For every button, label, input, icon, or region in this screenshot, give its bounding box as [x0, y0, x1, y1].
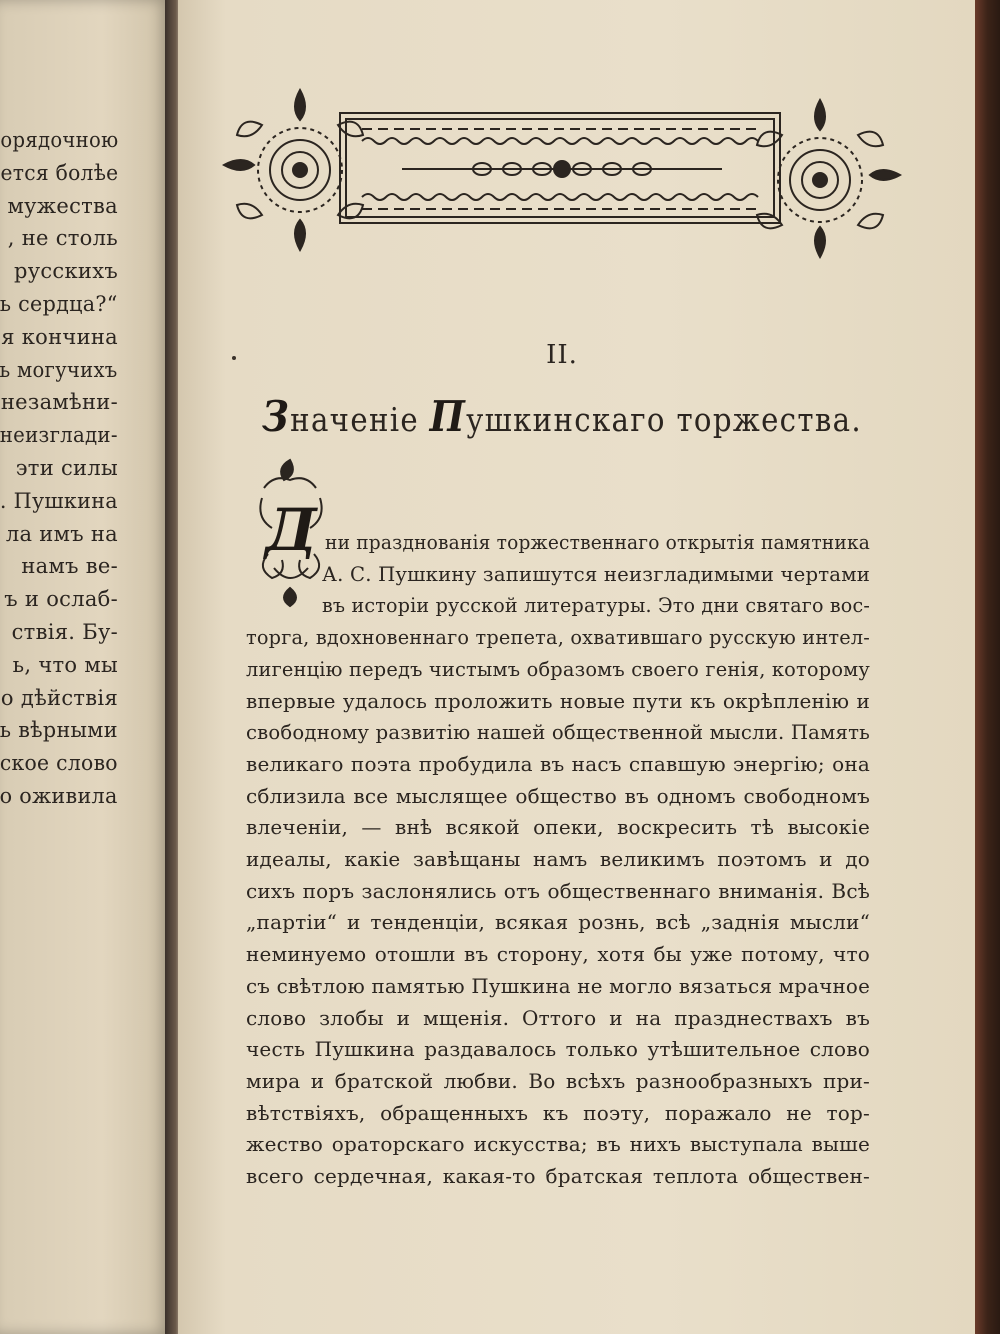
body-text-line: честь Пушкина раздавалось только утѣшительное слово: [246, 1037, 870, 1062]
left-page-line: русскихъ: [13, 259, 118, 284]
left-page-line: ется болѣе: [0, 160, 118, 185]
book-cover-edge: [975, 0, 1000, 1334]
body-text-line: сблизила все мыслящее общество въ одномъ свободномъ: [246, 783, 870, 808]
left-page-line: мужества: [7, 193, 118, 218]
body-text-line: лигенцію передъ чистымъ образомъ своего генія, которому: [246, 656, 870, 681]
left-page-line: ь могучихъ: [0, 357, 118, 382]
left-page-line: ь сердца?“: [0, 292, 118, 316]
drop-cap-flourish-icon: [254, 458, 328, 608]
title-initial-1: З: [262, 392, 291, 441]
left-page-line: о оживила: [0, 784, 118, 808]
body-text-line: вѣтствіяхъ, обращенныхъ къ поэту, поражало не тор-: [246, 1100, 870, 1125]
body-text-line: ни празднованія торжественнаго открытія памятника: [325, 530, 870, 554]
body-text-line: сихъ поръ заслонялись отъ общественнаго вниманія. Всѣ: [246, 878, 870, 903]
body-text-line: всего сердечная, какая-то братская теплота обществен-: [246, 1164, 870, 1188]
left-page-line: орядочною: [0, 128, 118, 152]
left-page-line: ь вѣрными: [0, 718, 118, 743]
body-text-line: влеченіи, — внѣ всякой опеки, воскресить тѣ высокіе: [246, 815, 870, 840]
left-page-line: ь, что мы: [12, 652, 118, 677]
left-page-line: ъ и ослаб-: [4, 587, 118, 612]
body-text-line: „партіи“ и тенденціи, всякая рознь, всѣ „заднія мысли“: [246, 910, 870, 935]
body-text-line: впервые удалось проложить новые пути къ окрѣпленію и: [246, 688, 870, 713]
body-text-line: торга, вдохновеннаго трепета, охватившаго русскую интел-: [246, 625, 870, 650]
body-text-line: жество ораторскаго искусства; въ нихъ выступала выше: [246, 1132, 870, 1157]
body-text-line: великаго поэта пробудила въ насъ спавшую энергію; она: [246, 751, 870, 776]
left-page-line: я кончина: [1, 324, 118, 349]
left-page-line: ла имъ на: [5, 521, 118, 546]
left-page: [0, 0, 170, 1334]
body-text-line: идеалы, какіе завѣщаны намъ великимъ поэтомъ и до: [246, 847, 870, 871]
left-page-line: . Пушкина: [0, 488, 118, 513]
left-page-line: намъ ве-: [21, 554, 118, 579]
body-text-line: свободному развитію нашей общественной мысли. Память: [246, 720, 870, 745]
drop-cap: [254, 458, 328, 608]
title-part-2: ушкинскаго торжества.: [466, 400, 862, 439]
body-text-line: съ свѣтлою памятью Пушкина не могло вязаться мрачное: [246, 973, 870, 998]
left-page-line: ское слово: [0, 751, 118, 776]
body-text-line: неминуемо отошли въ сторону, хотя бы уже потому, что: [246, 942, 870, 967]
ornamental-headpiece: [222, 85, 902, 260]
left-page-line: неизглади-: [0, 423, 118, 448]
body-text-line: въ исторіи русской литературы. Это дни святаго вос-: [322, 593, 870, 618]
left-page-line: ствія. Бу-: [11, 620, 118, 644]
chapter-number: II.: [546, 340, 578, 370]
body-text-line: А. С. Пушкину запишутся неизгладимыми чертами: [322, 561, 870, 586]
drop-cap-letter: Д: [265, 496, 317, 564]
body-text-line: мира и братской любви. Во всѣхъ разнообразныхъ при-: [246, 1068, 870, 1093]
chapter-title: [262, 392, 862, 441]
title-initial-2: П: [429, 392, 467, 441]
left-page-line: эти силы: [15, 456, 118, 480]
body-text-line: слово злобы и мщенія. Оттого и на празднествахъ въ: [246, 1005, 870, 1030]
left-page-line: о дѣйствія: [0, 685, 118, 710]
left-page-line: , не столь: [7, 226, 118, 251]
title-part-1: наченіе: [290, 400, 430, 439]
left-page-line: незамѣни-: [0, 390, 118, 415]
